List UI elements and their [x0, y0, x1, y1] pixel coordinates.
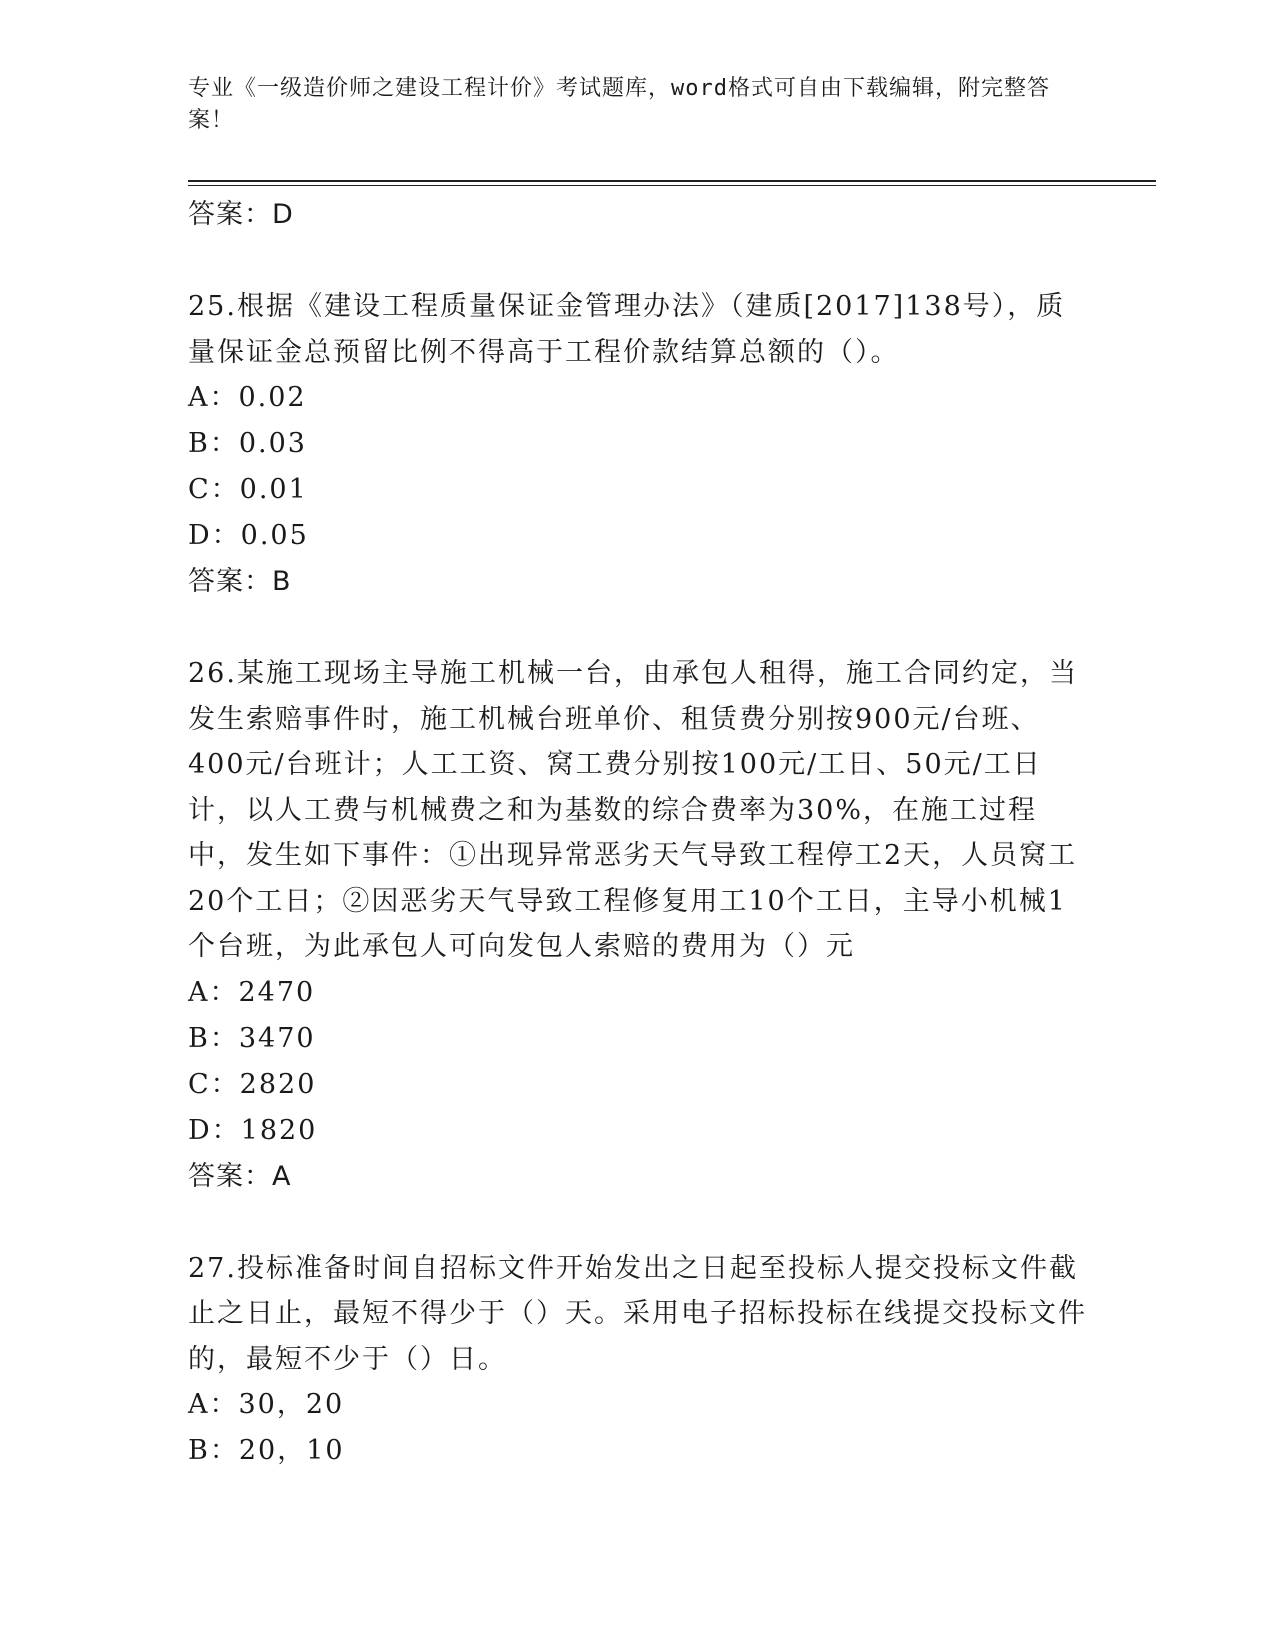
- spacer: [188, 605, 1088, 651]
- option-c: C：0.01: [188, 474, 308, 505]
- document-header: [188, 73, 1068, 137]
- option-a: A：2470: [188, 976, 316, 1008]
- option-a: A：0.02: [188, 382, 307, 413]
- question-stem: 26.某施工现场主导施工机械一台，由承包人租得，施工合同约定，当发生索赔事件时，施工机械台班单价、租赁费分别按900元/台班、400元/台班计；人工工资、窝工费分别按100元/工日、50元/工日计，以人工费与机械费之和为基数的综合费率为30%，在施工过程中，发生如下事件：①出现异常恶劣天气导致工程停工2天，人员窝工20个工日；②因恶劣天气导致工程修复用工10个工日，主导小机械1个台班，为此承包人可向发包人索赔的费用为（）元: [188, 658, 1078, 962]
- option-a: A：30，20: [188, 1389, 345, 1420]
- header-title: 专业《一级造价师之建设工程计价》考试题库，word格式可自由下载编辑，附完整答案！: [188, 76, 1050, 133]
- question-block: [188, 284, 1088, 605]
- answer-line: 答案：B: [188, 566, 292, 597]
- question-stem: 27.投标准备时间自招标文件开始发出之日起至投标人提交投标文件截止之日止，最短不得少于（）天。采用电子招标投标在线提交投标文件的，最短不少于（）日。: [188, 1252, 1087, 1375]
- option-d: D：0.05: [188, 520, 309, 551]
- answer-line: 答案：D: [188, 199, 294, 230]
- question-block: [188, 1246, 1088, 1475]
- option-c: C：2820: [188, 1068, 317, 1100]
- spacer: [188, 238, 1088, 284]
- spacer: [188, 1200, 1088, 1246]
- question-stem: 25.根据《建设工程质量保证金管理办法》（建质[2017]138号），质量保证金总预留比例不得高于工程价款结算总额的（）。: [188, 291, 1066, 368]
- option-b: B：0.03: [188, 428, 307, 459]
- option-d: D：1820: [188, 1114, 318, 1146]
- document-body: [188, 192, 1088, 1474]
- header-divider: [188, 180, 1156, 182]
- header-divider-thin: [188, 185, 1156, 186]
- answer-line: 答案：A: [188, 1160, 292, 1192]
- option-b: B：3470: [188, 1022, 316, 1054]
- option-b: B：20，10: [188, 1435, 345, 1466]
- question-block: [188, 651, 1088, 1200]
